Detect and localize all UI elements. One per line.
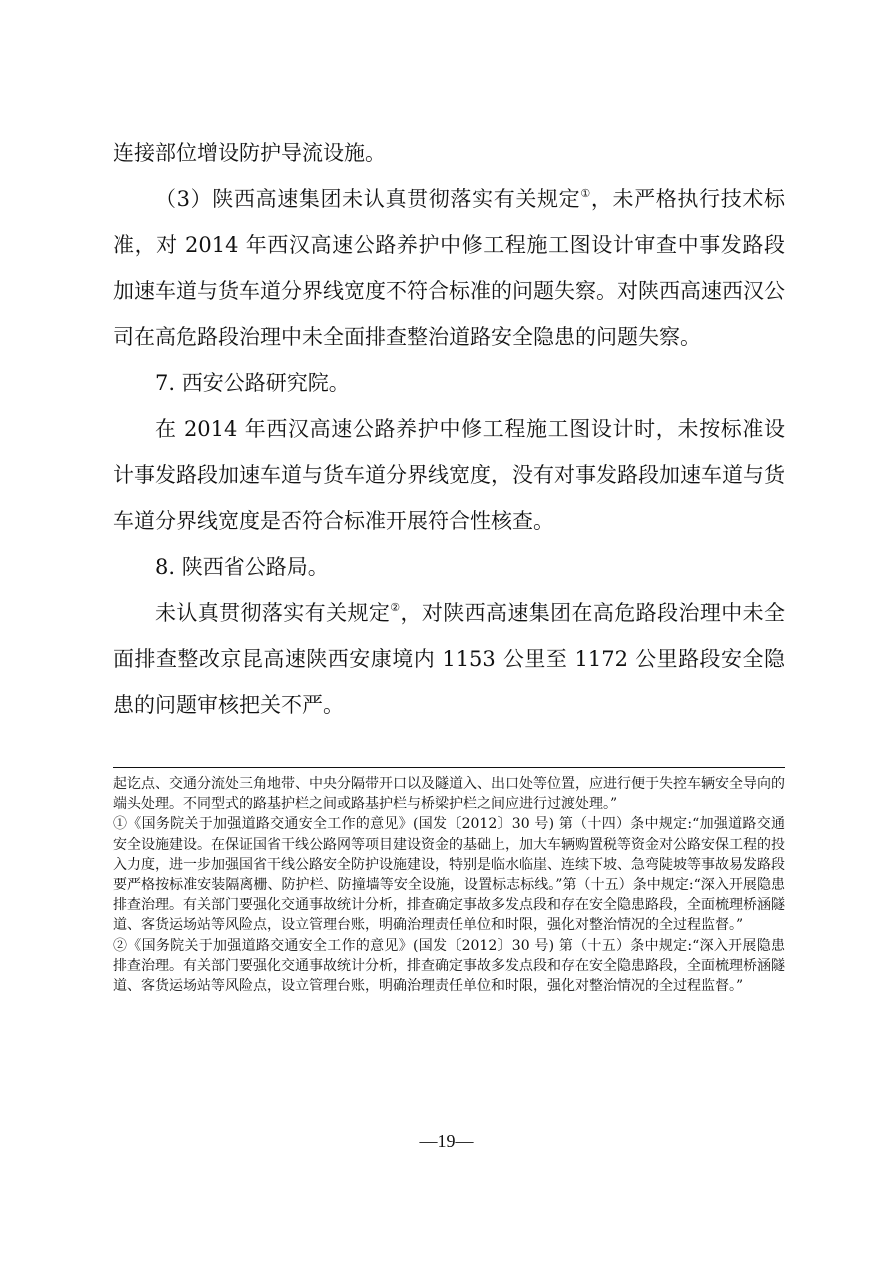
paragraph-text: 未认真贯彻落实有关规定 — [155, 601, 391, 625]
section-heading: 7. 西安公路研究院。 — [155, 371, 350, 395]
section-heading: 8. 陕西省公路局。 — [155, 555, 329, 579]
footnote-ref: ① — [580, 187, 591, 200]
footnote-ref: ② — [390, 601, 401, 614]
paragraph — [113, 176, 785, 360]
page-number: —19— — [419, 1131, 474, 1151]
paragraph: 在 2014 年西汉高速公路养护中修工程施工图设计时，未按标准设计事发路段加速车道与货车道分界线宽度，没有对事发路段加速车道与货车道分界线宽度是否符合标准开展符合性核查。 — [113, 417, 785, 533]
paragraph: 连接部位增设防护导流设施。 — [113, 141, 386, 165]
footnotes — [113, 774, 785, 996]
main-text — [113, 130, 785, 728]
paragraph-text: ，对陕西高速集团在高危路段治理中未全面排查整改京昆高速陕西安康境内 1153 公里至 1172 公里路段安全隐患的问题审核把关不严。 — [113, 601, 785, 717]
footnote-2: ②《国务院关于加强道路交通安全工作的意见》(国发〔2012〕30 号) 第（十五）条中规定:“深入开展隐患排查治理。有关部门要强化交通事故统计分析，排查确定事故多发点段和存在安全隐患路段，全面梳理桥涵隧道、客货运场站等风险点，设立管理台账，明确治理责任单位和时限，强化对整治情况的全过程监督。” — [113, 937, 785, 995]
footnote-1: ①《国务院关于加强道路交通安全工作的意见》(国发〔2012〕30 号) 第（十四）条中规定:“加强道路交通安全设施建设。在保证国省干线公路网等项目建设资金的基础上，加大车辆购置税等资金对公路安保工程的投入力度，进一步加强国省干线公路安全防护设施建设，特别是临水临崖、连续下坡、急弯陡坡等事故易发路段要严格按标准安装隔离栅、防护栏、防撞墙等安全设施，设置标志标线。”第（十五）条中规定:“深入开展隐患排查治理。有关部门要强化交通事故统计分析，排查确定事故多发点段和存在安全隐患路段，全面梳理桥涵隧道、客货运场站等风险点，设立管理台账，明确治理责任单位和时限，强化对整治情况的全过程监督。” — [113, 816, 785, 934]
paragraph-text: ，未严格执行技术标准，对 2014 年西汉高速公路养护中修工程施工图设计审查中事发路段加速车道与货车道分界线宽度不符合标准的问题失察。对陕西高速西汉公司在高危路段治理中未全面排查整治道路安全隐患的问题失察。 — [113, 187, 786, 349]
paragraph — [113, 590, 785, 728]
paragraph-text: （3）陕西高速集团未认真贯彻落实有关规定 — [155, 187, 581, 211]
footnote-divider — [113, 767, 785, 768]
footnote-continuation: 起讫点、交通分流处三角地带、中央分隔带开口以及隧道入、出口处等位置，应进行便于失控车辆安全导向的端头处理。不同型式的路基护栏之间或路基护栏与桥梁护栏之间应进行过渡处理。” — [113, 776, 785, 813]
